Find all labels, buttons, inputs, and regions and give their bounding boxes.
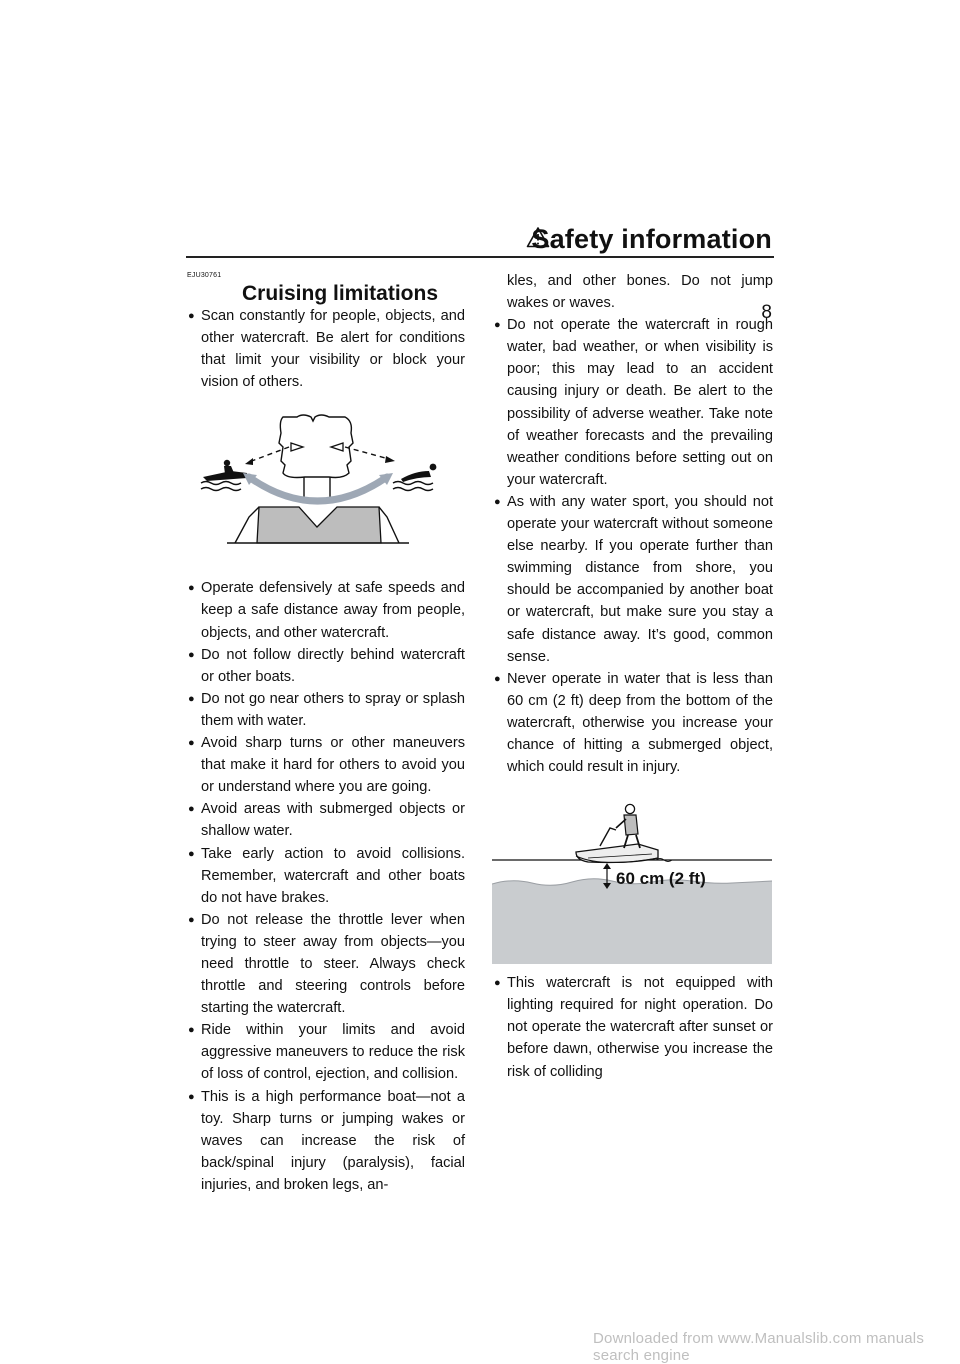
section-title: Cruising limitations bbox=[242, 282, 439, 305]
bullet-icon: ● bbox=[188, 648, 195, 661]
bullet-icon: ● bbox=[188, 913, 195, 926]
bullet-icon: ● bbox=[494, 495, 501, 508]
list-item: ● Do not follow directly behind watercraft or other boats. bbox=[187, 644, 465, 688]
bullet-icon: ● bbox=[494, 977, 501, 990]
list-item: ● Avoid sharp turns or other maneuvers that make it hard for others to avoid you or understand where you are going. bbox=[187, 732, 465, 798]
visibility-illustration bbox=[187, 407, 447, 561]
list-item: ● Ride within your limits and avoid aggressive maneuvers to reduce the risk of loss of control, ejection, and collision. bbox=[187, 1019, 465, 1085]
bullet-icon: ● bbox=[188, 1090, 195, 1103]
continued-text: kles, and other bones. Do not jump wakes or waves. bbox=[507, 273, 773, 312]
water-depth-illustration bbox=[492, 788, 774, 964]
page-number: 8 bbox=[761, 302, 772, 323]
left-bullet-list bbox=[187, 577, 465, 1196]
list-item: ● Do not release the throttle lever when trying to steer away from objects—you need throttle to steer. Always check throttle and steering controls before starting the watercraft. bbox=[187, 909, 465, 1019]
list-item: ● Scan constantly for people, objects, and other watercraft. Be alert for conditions that limit your visibility or block your vision of others. bbox=[187, 305, 465, 393]
depth-label: 60 cm (2 ft) bbox=[616, 869, 706, 889]
bullet-icon: ● bbox=[188, 582, 195, 595]
bullet-icon: ● bbox=[188, 310, 195, 322]
list-item: ● Take early action to avoid collisions. Remember, watercraft and other boats do not have brakes. bbox=[187, 843, 465, 909]
page-header-title: Safety information bbox=[531, 224, 772, 254]
bullet-icon: ● bbox=[188, 692, 195, 705]
bullet-icon: ● bbox=[494, 319, 501, 332]
footer-watermark: Downloaded from www.Manualslib.com manuals search engine bbox=[593, 1330, 925, 1364]
section-code: EJU30761 bbox=[187, 272, 222, 279]
bullet-icon: ● bbox=[188, 803, 195, 816]
bullet-icon: ● bbox=[494, 672, 501, 685]
left-column bbox=[187, 305, 465, 1196]
header-rule bbox=[186, 256, 774, 258]
list-item: ● Avoid areas with submerged objects or shallow water. bbox=[187, 798, 465, 842]
bullet-icon: ● bbox=[188, 737, 195, 750]
list-item: ● Do not go near others to spray or splash them with water. bbox=[187, 688, 465, 732]
list-item: ● Do not operate the watercraft in rough water, bad weather, or when visibility is poor; this may lead to an accident causing injury or death. Be alert to the possibility of adverse weather. Take note of weather forecasts and the prevailing weather conditions before setting out on your watercraft. bbox=[493, 314, 773, 491]
list-item: ● Never operate in water that is less than 60 cm (2 ft) deep from the bottom of the watercraft, otherwise you increase your chance of hitting a submerged object, which could result in injury. bbox=[493, 668, 773, 778]
list-item: ● As with any water sport, you should not operate your watercraft without someone else nearby. If you operate further than swimming distance from shore, you should be accompanied by another boat or watercraft, but make sure you stay a safe distance away. It’s good, common sense. bbox=[493, 491, 773, 668]
right-column bbox=[493, 270, 773, 1083]
bullet-icon: ● bbox=[188, 1024, 195, 1037]
list-item: ● This watercraft is not equipped with lighting required for night operation. Do not operate the watercraft after sunset or before dawn, otherwise you increase the risk of colliding bbox=[493, 972, 773, 1082]
list-item: ● Operate defensively at safe speeds and keep a safe distance away from people, objects, and other watercraft. bbox=[187, 577, 465, 643]
list-item: ● This is a high performance boat—not a toy. Sharp turns or jumping wakes or waves can increase the risk of back/spinal injury (paralysis), facial injuries, and broken legs, an- bbox=[187, 1086, 465, 1196]
bullet-icon: ● bbox=[188, 847, 195, 860]
